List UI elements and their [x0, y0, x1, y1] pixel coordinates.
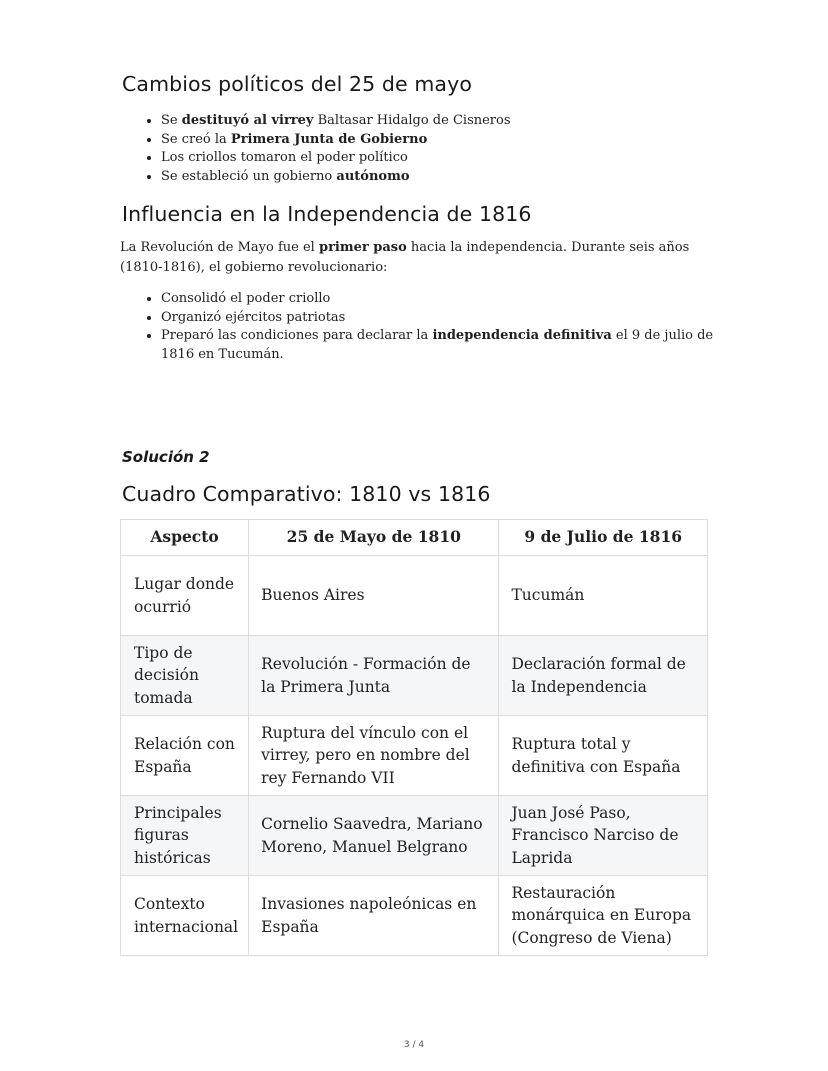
list-item: • Organizó ejércitos patriotas	[161, 309, 721, 328]
list-item: • Se creó la Primera Junta de Gobierno	[161, 131, 511, 150]
table-header-cell: 25 de Mayo de 1810	[249, 520, 499, 556]
table-cell: Ruptura del vínculo con el virrey, pero en nombre del rey Fernando VII	[249, 716, 499, 796]
table-row	[121, 556, 708, 636]
section-heading-cambios: Cambios políticos del 25 de mayo	[122, 72, 472, 96]
list-item: • Se destituyó al virrey Baltasar Hidalgo de Cisneros	[161, 112, 511, 131]
table-header-row	[121, 520, 708, 556]
table-cell: Cornelio Saavedra, Mariano Moreno, Manuel Belgrano	[249, 796, 499, 876]
table-cell: Invasiones napoleónicas en España	[249, 876, 499, 956]
section-heading-influencia: Influencia en la Independencia de 1816	[122, 202, 532, 226]
table-cell: Ruptura total y definitiva con España	[499, 716, 708, 796]
table-cell: Buenos Aires	[249, 556, 499, 636]
comparison-table	[120, 519, 708, 956]
list-item: • Consolidó el poder criollo	[161, 290, 721, 309]
table-row	[121, 876, 708, 956]
table-cell-aspect: Contexto internacional	[121, 876, 249, 956]
list-item: • Preparó las condiciones para declarar la independencia definitiva el 9 de julio de 1816 en Tucumán.	[161, 327, 721, 364]
influencia-paragraph: La Revolución de Mayo fue el primer paso hacia la independencia. Durante seis años (1810-1816), el gobierno revolucionario:	[120, 240, 690, 275]
table-header-cell: 9 de Julio de 1816	[499, 520, 708, 556]
table-row	[121, 716, 708, 796]
list-item: • Los criollos tomaron el poder político	[161, 149, 511, 168]
table-cell-aspect: Lugar donde ocurrió	[121, 556, 249, 636]
table-cell: Juan José Paso, Francisco Narciso de Laprida	[499, 796, 708, 876]
table-row	[121, 636, 708, 716]
table-cell-aspect: Tipo de decisión tomada	[121, 636, 249, 716]
influencia-list	[142, 290, 721, 364]
cambios-list	[142, 112, 511, 186]
page-number: 3 / 4	[403, 1040, 425, 1050]
solution-label: Solución 2	[122, 448, 210, 466]
section-heading-cuadro: Cuadro Comparativo: 1810 vs 1816	[122, 482, 491, 506]
list-item: • Se estableció un gobierno autónomo	[161, 168, 511, 187]
table-cell: Restauración monárquica en Europa (Congreso de Viena)	[499, 876, 708, 956]
table-cell-aspect: Principales figuras históricas	[121, 796, 249, 876]
table-row	[121, 796, 708, 876]
table-header-cell: Aspecto	[121, 520, 249, 556]
table-cell: Tucumán	[499, 556, 708, 636]
table-cell: Declaración formal de la Independencia	[499, 636, 708, 716]
table-cell-aspect: Relación con España	[121, 716, 249, 796]
table-cell: Revolución - Formación de la Primera Junta	[249, 636, 499, 716]
